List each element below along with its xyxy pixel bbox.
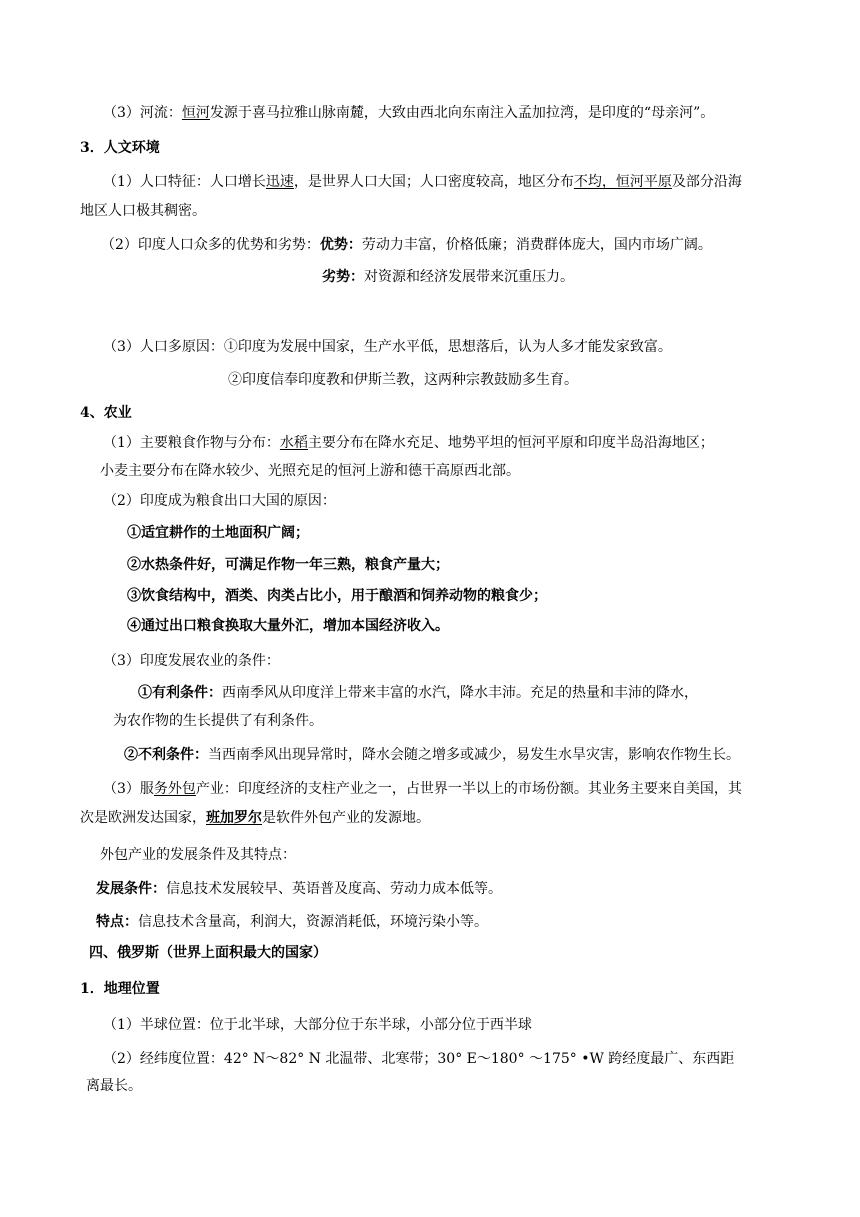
advantage-text: 劳动力丰富，价格低廉；消费群体庞大，国内市场广阔。 bbox=[361, 237, 712, 253]
export-reason-item: ④通过出口粮食换取大量外汇，增加本国经济收入。 bbox=[127, 618, 449, 634]
pop-text-3: 及部分沿海 bbox=[671, 174, 742, 190]
unfavorable-label: ②不利条件： bbox=[124, 747, 208, 763]
advantage-label: 优势： bbox=[319, 237, 362, 253]
bangalore-label: 班加罗尔 bbox=[206, 810, 262, 826]
outsourcing-line2 bbox=[80, 809, 430, 827]
disadvantages-line bbox=[322, 268, 574, 286]
crops-rice-text: 主要分布在降水充足、地势平坦的恒河平原和印度半岛沿海地区； bbox=[307, 435, 714, 451]
population-reason-2: ②印度信奉印度教和伊斯兰教，这两种宗教鼓励多生育。 bbox=[228, 372, 578, 388]
unfavorable-text: 当西南季风出现异常时，降水会随之增多或减少，易发生水旱灾害，影响农作物生长。 bbox=[208, 747, 740, 763]
section-heading-humanities: 3．人文环境 bbox=[80, 140, 160, 156]
export-reasons-title: （2）印度成为粮食出口大国的原因： bbox=[103, 493, 336, 509]
subsection-heading-location: 1．地理位置 bbox=[80, 981, 160, 997]
pop-underline-rapid: 迅速 bbox=[265, 174, 294, 190]
unfavorable-conditions bbox=[124, 746, 740, 764]
pop-text-2: ，是世界人口大国；人口密度较高，地区分布 bbox=[293, 174, 574, 190]
population-features-line1 bbox=[103, 173, 742, 191]
pop-text-1: （1）人口特征：人口增长 bbox=[103, 174, 266, 190]
population-features-line2: 地区人口极其稠密。 bbox=[80, 203, 206, 219]
conditions-title: （3）印度发展农业的条件： bbox=[103, 653, 280, 669]
disadvantage-label: 劣势： bbox=[322, 269, 364, 285]
favorable-label: ①有利条件： bbox=[138, 685, 222, 701]
outsourcing-text-1: （3）服 bbox=[103, 781, 154, 797]
export-reason-item: ①适宜耕作的土地面积广阔； bbox=[127, 525, 309, 541]
section-heading-agriculture: 4、农业 bbox=[80, 405, 132, 421]
development-conditions bbox=[96, 880, 502, 898]
population-reason-1: （3）人口多原因：①印度为发展中国家，生产水平低，思想落后，认为人多才能发家致富。 bbox=[103, 339, 672, 355]
disadvantage-text: 对资源和经济发展带来沉重压力。 bbox=[364, 269, 574, 285]
advantages-line bbox=[101, 236, 712, 254]
development-text: 信息技术发展较早、英语普及度高、劳动力成本低等。 bbox=[166, 881, 502, 897]
outsourcing-text-2: 产业：印度经济的支柱产业之一，占世界一半以上的市场份额。其业务主要来自美国，其 bbox=[195, 781, 742, 797]
latlong-position-line2: 离最长。 bbox=[86, 1078, 142, 1094]
outsourcing-subheading: 外包产业的发展条件及其特点： bbox=[100, 847, 296, 863]
outsourcing-line1 bbox=[103, 780, 742, 798]
river-prefix: （3）河流： bbox=[103, 105, 182, 121]
hemisphere-position: （1）半球位置：位于北半球，大部分位于东半球，小部分位于西半球 bbox=[103, 1017, 532, 1033]
export-reason-item: ②水热条件好，可满足作物一年三熟，粮食产量大； bbox=[127, 557, 449, 573]
latlong-position-line1: （2）经纬度位置：42° N～82° N 北温带、北寒带；30° E～180° ～175° •W 跨经度最广、东西距 bbox=[103, 1051, 735, 1067]
proscons-prefix: （2）印度人口众多的优势和劣势： bbox=[101, 237, 320, 253]
outsourcing-text-4: 是软件外包产业的发源地。 bbox=[262, 810, 430, 826]
river-name: 恒河 bbox=[181, 105, 210, 121]
export-reason-item: ③饮食结构中，酒类、肉类占比小，用于酿酒和饲养动物的粮食少； bbox=[127, 588, 547, 604]
features-text: 信息技术含量高，利润大，资源消耗低，环境污染小等。 bbox=[138, 914, 488, 930]
favorable-conditions-line2: 为农作物的生长提供了有利条件。 bbox=[113, 713, 323, 729]
outsourcing-features bbox=[96, 913, 488, 931]
features-label: 特点： bbox=[96, 914, 138, 930]
river-text: 发源于喜马拉雅山脉南麓，大致由西北向东南注入孟加拉湾，是印度的“母亲河”。 bbox=[209, 105, 715, 121]
crops-line2: 小麦主要分布在降水较少、光照充足的恒河上游和德干高原西北部。 bbox=[100, 463, 520, 479]
development-label: 发展条件： bbox=[96, 881, 166, 897]
pop-underline-uneven: 不均，恒河平原 bbox=[573, 174, 672, 190]
crops-line1 bbox=[103, 434, 714, 452]
outsourcing-underline: 务外包 bbox=[153, 781, 196, 797]
favorable-text: 西南季风从印度洋上带来丰富的水汽，降水丰沛。充足的热量和丰沛的降水， bbox=[222, 685, 698, 701]
crops-rice: 水稻 bbox=[279, 435, 308, 451]
river-paragraph bbox=[103, 104, 714, 122]
outsourcing-text-3: 次是欧洲发达国家， bbox=[80, 810, 206, 826]
favorable-conditions-line1 bbox=[138, 684, 698, 702]
crops-prefix: （1）主要粮食作物与分布： bbox=[103, 435, 280, 451]
section-heading-russia: 四、俄罗斯（世界上面积最大的国家） bbox=[89, 945, 327, 961]
